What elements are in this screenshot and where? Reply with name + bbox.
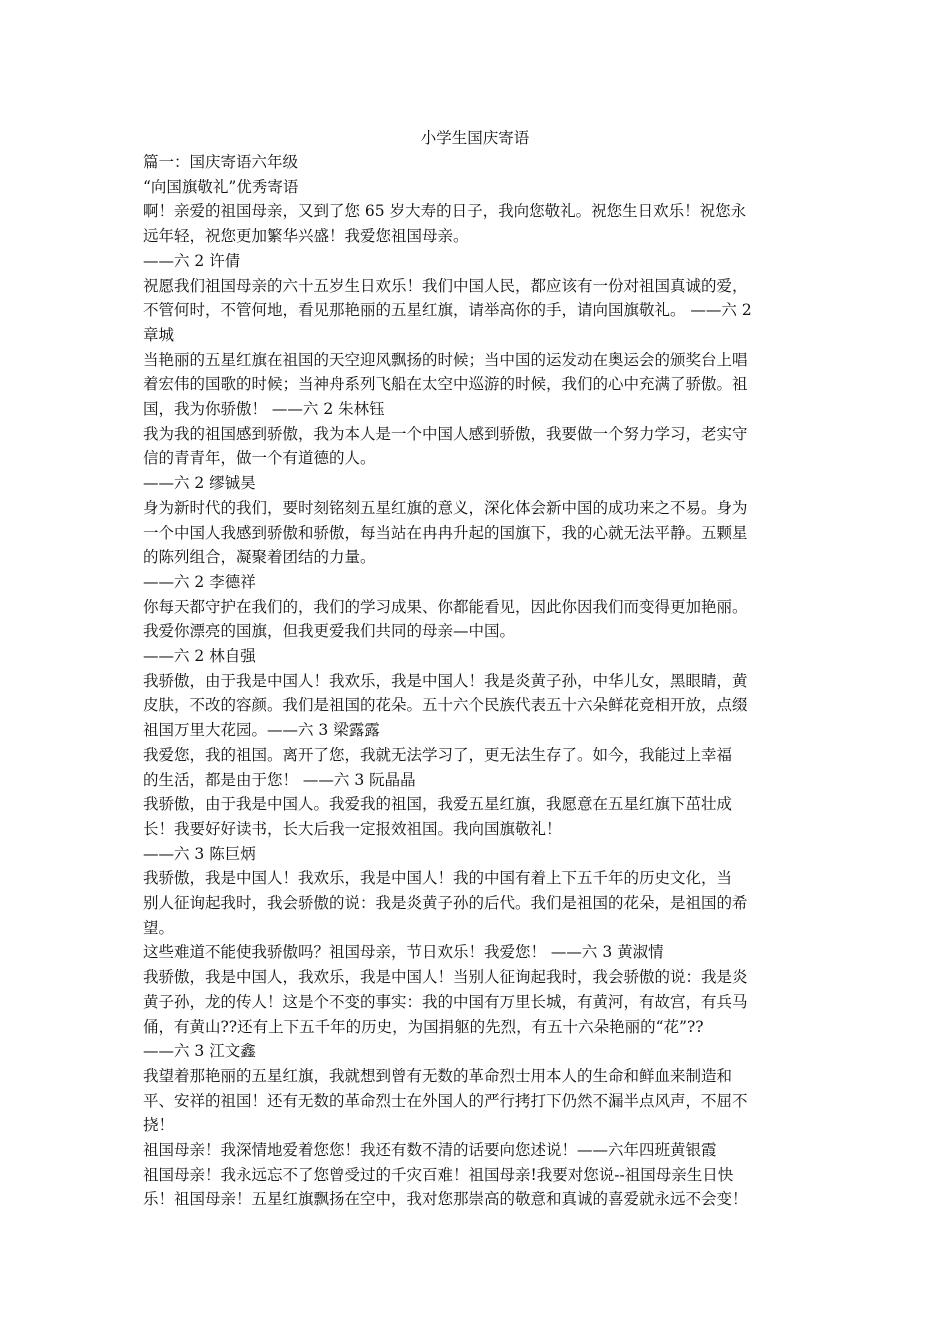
text-line: 不管何时，不管何地，看见那艳丽的五星红旗，请举高你的手，请向国旗敬礼。 ——六 2 [143, 301, 752, 320]
text-line: 平、安祥的祖国！还有无数的革命烈士在外国人的严行拷打下仍然不漏半点风声，不屈不 [143, 1091, 748, 1110]
text-line: 祖国母亲！我深情地爱着您您！我还有数不清的话要向您述说！——六年四班黄银霞 [143, 1141, 717, 1159]
text-line: 祝愿我们祖国母亲的六十五岁生日欢乐！我们中国人民，都应该有一份对祖国真诚的爱， [143, 276, 748, 295]
document-title: 小学生国庆寄语 [420, 129, 530, 147]
text-line: 皮肤，不改的容颜。我们是祖国的花朵。五十六个民族代表五十六朵鲜花竞相开放，点缀 [143, 696, 748, 715]
text-line: 我为我的祖国感到骄傲，我为本人是一个中国人感到骄傲，我要做一个努力学习，老实守 [143, 424, 748, 443]
text-line: 我骄傲，由于我是中国人。我爱我的祖国，我爱五星红旗，我愿意在五星红旗下茁壮成 [143, 795, 733, 814]
text-line: 啊！亲爱的祖国母亲，又到了您 65 岁大寿的日子，我向您敬礼。祝您生日欢乐！祝您永 [143, 202, 747, 221]
text-line: 我爱您，我的祖国。离开了您，我就无法学习了，更无法生存了。如今，我能过上幸福 [143, 745, 733, 764]
text-line: 国，我为你骄傲！ ——六 2 朱林钰 [143, 400, 385, 418]
text-line: 的生活，都是由于您！ ——六 3 阮晶晶 [143, 770, 416, 789]
text-line: ——六 3 江文鑫 [143, 1042, 256, 1061]
text-line: 我骄傲，我是中国人！我欢乐，我是中国人！我的中国有着上下五千年的历史文化，当 [143, 869, 733, 888]
text-line: 我骄傲，由于我是中国人！我欢乐，我是中国人！我是炎黄子孙，中华儿女，黑眼睛，黄 [143, 671, 748, 690]
text-line: 我骄傲，我是中国人，我欢乐，我是中国人！当别人征询起我时，我会骄傲的说：我是炎 [143, 968, 748, 987]
text-line: 祖国母亲！我永远忘不了您曾受过的千灾百难！祖国母亲!我要对您说--祖国母亲生日快 [143, 1165, 734, 1184]
text-line: 黄子孙，龙的传人！这是个不变的事实：我的中国有万里长城，有黄河，有故宫，有兵马 [143, 992, 748, 1011]
text-line: 我望着那艳丽的五星红旗，我就想到曾有无数的革命烈士用本人的生命和鲜血来制造和 [143, 1066, 733, 1085]
text-line: 望。 [143, 918, 175, 937]
text-line: 当艳丽的五星红旗在祖国的天空迎风飘扬的时候；当中国的运发动在奥运会的颁奖台上唱 [143, 350, 748, 369]
text-line: 身为新时代的我们，要时刻铭刻五星红旗的意义，深化体会新中国的成功来之不易。身为 [143, 498, 748, 517]
text-line: 这些难道不能使我骄傲吗？祖国母亲，节日欢乐！我爱您！ ——六 3 黄淑情 [143, 943, 664, 962]
text-line: 我爱你漂亮的国旗，但我更爱我们共同的母亲—中国。 [143, 622, 516, 641]
text-line: 俑，有黄山??还有上下五千年的历史，为国捐躯的先烈，有五十六朵艳丽的“花”?? [143, 1017, 704, 1036]
text-line: “向国旗敬礼”优秀寄语 [143, 177, 299, 196]
text-line: ——六 3 陈巨炳 [143, 844, 256, 863]
text-line: ——六 2 李德祥 [143, 572, 256, 591]
text-line: 祖国万里大花园。——六 3 梁露露 [143, 721, 380, 740]
text-line: ——六 2 林自强 [143, 647, 256, 665]
text-line: 着宏伟的国歌的时候；当神舟系列飞船在太空中巡游的时候，我们的心中充满了骄傲。祖 [143, 375, 748, 394]
text-line: ——六 2 许倩 [143, 251, 241, 270]
text-line: 信的青青年，做一个有道德的人。 [143, 449, 376, 468]
text-line: 长！我要好好读书，长大后我一定报效祖国。我向国旗敬礼！ [143, 819, 562, 838]
text-line: ——六 2 缪铖昊 [143, 474, 256, 493]
text-line: 一个中国人我感到骄傲和骄傲，每当站在冉冉升起的国旗下，我的心就无法平静。五颗星 [143, 523, 748, 542]
text-line: 的陈列组合，凝聚着团结的力量。 [143, 548, 376, 567]
text-line: 章城 [143, 325, 175, 344]
text-line: 篇一：国庆寄语六年级 [143, 153, 299, 171]
text-line: 挠！ [143, 1116, 175, 1135]
text-line: 乐！祖国母亲！五星红旗飘扬在空中，我对您那崇高的敬意和真诚的喜爱就永远不会变！ [143, 1190, 748, 1209]
text-line: 你每天都守护在我们的，我们的学习成果、你都能看见，因此你因我们而变得更加艳丽。 [143, 597, 748, 616]
text-line: 远年轻，祝您更加繁华兴盛！我爱您祖国母亲。 [143, 227, 469, 246]
text-line: 别人征询起我时，我会骄傲的说：我是炎黄子孙的后代。我们是祖国的花朵，是祖国的希 [143, 894, 748, 912]
